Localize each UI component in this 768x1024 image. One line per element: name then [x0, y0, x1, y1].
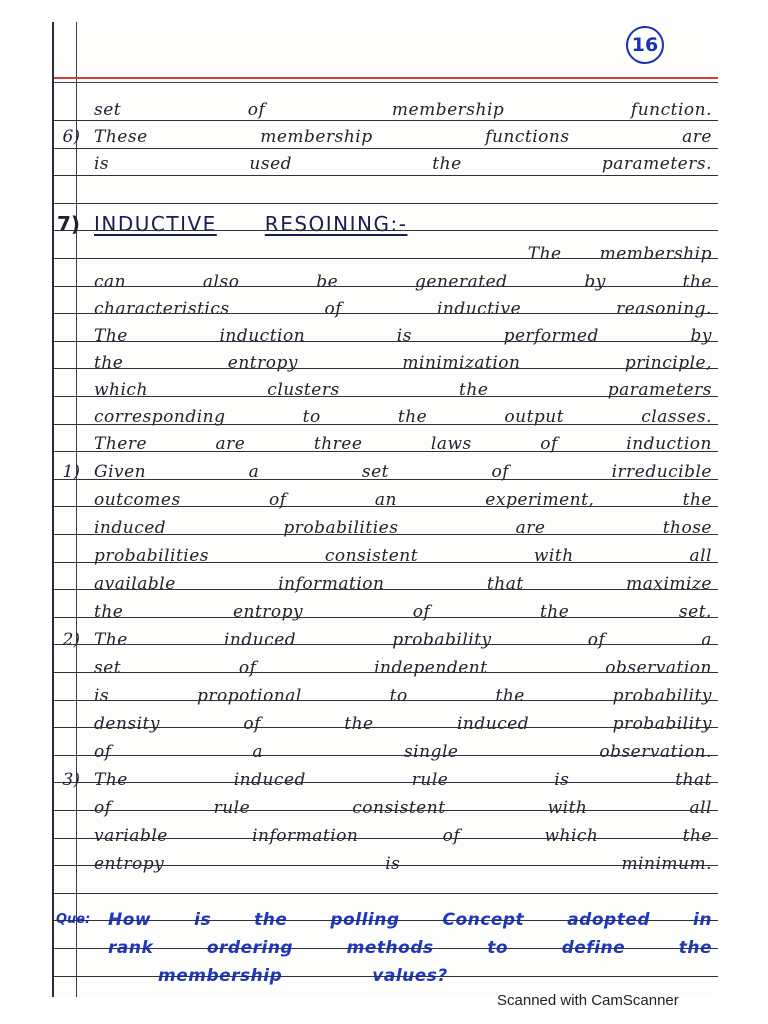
line-number: 1)	[62, 462, 80, 482]
word: generated	[415, 272, 508, 292]
word: entropy	[232, 602, 304, 622]
word: the	[539, 602, 570, 622]
word: the	[459, 380, 489, 400]
text-line	[54, 652, 718, 678]
word: the	[682, 826, 712, 846]
word: minimum.	[621, 854, 712, 874]
ruled-line	[54, 644, 718, 645]
line-text	[82, 742, 712, 762]
word: methods	[346, 938, 434, 958]
word: membership	[260, 127, 373, 147]
word: induced	[233, 770, 306, 790]
word: information	[278, 574, 385, 594]
line-text	[82, 546, 712, 566]
notebook-page	[52, 22, 718, 997]
word: probabilities	[283, 518, 399, 538]
word: the	[94, 602, 124, 622]
ruled-line	[54, 810, 718, 811]
word: of	[94, 742, 112, 762]
word: entropy	[227, 353, 298, 373]
word: The	[94, 630, 128, 650]
word: the	[432, 154, 462, 174]
word: available	[94, 574, 176, 594]
word: probabilities	[94, 546, 210, 566]
text-line	[54, 680, 718, 706]
line-text	[82, 854, 712, 874]
word: inductive	[436, 299, 522, 319]
word: is	[396, 326, 412, 346]
ruled-line	[54, 368, 718, 369]
text-line	[54, 848, 718, 874]
ruled-line	[54, 893, 718, 894]
word: membership	[599, 244, 712, 264]
word: maximize	[626, 574, 712, 594]
word: The	[94, 770, 128, 790]
text-line	[54, 94, 718, 120]
word: probability	[392, 630, 492, 650]
word: rule	[213, 798, 251, 818]
line-text	[82, 154, 712, 174]
word: the	[682, 490, 712, 510]
word: parameters.	[601, 154, 712, 174]
ruled-line	[54, 589, 718, 590]
text-line	[54, 568, 718, 594]
word: all	[689, 546, 712, 566]
line-text	[82, 630, 712, 650]
word: of	[540, 434, 558, 454]
word: are	[515, 518, 546, 538]
line-text	[82, 353, 712, 373]
word: define	[561, 938, 626, 958]
line-number: 6)	[62, 127, 80, 147]
word: Given	[94, 462, 147, 482]
ruled-line	[54, 617, 718, 618]
word: in	[693, 910, 712, 930]
word: RESOINING:-	[264, 212, 408, 236]
word: adopted	[567, 910, 651, 930]
word: which	[94, 380, 148, 400]
word: is	[385, 854, 401, 874]
word: of	[587, 630, 606, 650]
word: classes.	[641, 407, 712, 427]
word: is	[194, 910, 212, 930]
ruled-line	[54, 727, 718, 728]
ruled-line	[54, 230, 718, 231]
word: of	[324, 299, 343, 319]
word: membership	[158, 966, 283, 986]
word: single	[403, 742, 459, 762]
line-text	[82, 798, 712, 818]
word: experiment,	[485, 490, 595, 510]
word: to	[389, 686, 408, 706]
word: probability	[612, 686, 712, 706]
word: by	[690, 326, 712, 346]
header-red-rule	[54, 77, 718, 79]
ruled-line	[54, 203, 718, 204]
ruled-line	[54, 782, 718, 783]
word: corresponding	[94, 407, 226, 427]
ruled-line	[54, 258, 718, 259]
line-number: Que:	[56, 912, 91, 927]
text-line	[54, 121, 718, 147]
header-rule	[54, 82, 718, 83]
ruled-line	[54, 672, 718, 673]
word: of	[247, 100, 266, 120]
ruled-line	[54, 313, 718, 314]
word: induction	[219, 326, 306, 346]
word: be	[316, 272, 339, 292]
ruled-line	[54, 506, 718, 507]
text-line	[54, 596, 718, 622]
word: are	[215, 434, 246, 454]
word: variable	[94, 826, 168, 846]
word: an	[374, 490, 397, 510]
text-line	[54, 736, 718, 762]
ruled-line	[54, 865, 718, 866]
scanner-watermark: Scanned with CamScanner	[497, 992, 679, 1009]
word: There	[94, 434, 148, 454]
ruled-line	[54, 451, 718, 452]
word: is	[94, 686, 110, 706]
ruled-line	[54, 479, 718, 480]
ruled-line	[54, 120, 718, 121]
word: function.	[630, 100, 712, 120]
line-text	[82, 686, 712, 706]
word: reasoning.	[616, 299, 712, 319]
text-line	[54, 820, 718, 846]
text-line	[54, 347, 718, 373]
ruled-line	[54, 534, 718, 535]
line-text	[82, 770, 712, 790]
ruled-line	[54, 286, 718, 287]
text-line	[54, 238, 718, 264]
line-text	[82, 299, 712, 319]
word: The	[527, 244, 562, 264]
word: INDUCTIVE	[94, 212, 217, 236]
word: induced	[94, 518, 167, 538]
word: parameters	[607, 380, 712, 400]
word: is	[554, 770, 570, 790]
ruled-line	[54, 700, 718, 701]
line-text	[82, 490, 712, 510]
question-line	[54, 904, 718, 930]
question-line	[54, 960, 718, 986]
line-text	[82, 826, 712, 846]
word: with	[547, 798, 588, 818]
word: probability	[612, 714, 712, 734]
question-line	[54, 932, 718, 958]
text-line	[54, 764, 718, 790]
word: set	[361, 462, 389, 482]
line-text	[82, 100, 712, 120]
word: density	[94, 714, 160, 734]
word: those	[662, 518, 712, 538]
word: set	[94, 658, 122, 678]
line-number: 7)	[56, 212, 80, 236]
line-text	[82, 518, 712, 538]
word: Concept	[442, 910, 525, 930]
word: of	[442, 826, 461, 846]
line-text	[82, 658, 712, 678]
word: the	[254, 910, 288, 930]
line-text	[82, 272, 712, 292]
text-line	[54, 293, 718, 319]
ruled-line	[54, 976, 718, 977]
word: entropy	[94, 854, 165, 874]
text-line	[54, 708, 718, 734]
word: three	[313, 434, 363, 454]
ruled-line	[54, 920, 718, 921]
word: that	[486, 574, 524, 594]
word: that	[675, 770, 712, 790]
text-line	[54, 148, 718, 174]
word: set.	[678, 602, 712, 622]
ruled-line	[54, 341, 718, 342]
ruled-line	[54, 948, 718, 949]
word: induced	[223, 630, 297, 650]
word: principle,	[624, 353, 712, 373]
word: can	[94, 272, 127, 292]
word: propotional	[196, 686, 302, 706]
word: values?	[372, 966, 448, 986]
word: clusters	[267, 380, 340, 400]
ruled-line	[54, 148, 718, 149]
word: irreducible	[611, 462, 712, 482]
line-text	[82, 380, 712, 400]
line-text	[82, 574, 712, 594]
word: set	[94, 100, 122, 120]
word: all	[689, 798, 712, 818]
word: rule	[411, 770, 449, 790]
word: consistent	[324, 546, 419, 566]
word: of	[238, 658, 257, 678]
word: laws	[430, 434, 472, 454]
line-text	[82, 714, 712, 734]
ruled-line	[54, 562, 718, 563]
word: also	[202, 272, 240, 292]
word: rank	[108, 938, 154, 958]
word: which	[544, 826, 599, 846]
word: induced	[457, 714, 530, 734]
line-text	[82, 244, 712, 264]
word: a	[252, 742, 264, 762]
word: the	[495, 686, 525, 706]
line-text	[82, 602, 712, 622]
word: induction	[626, 434, 712, 454]
word: minimization	[402, 353, 521, 373]
word: of	[94, 798, 112, 818]
word: of	[491, 462, 510, 482]
ruled-line	[54, 838, 718, 839]
word: with	[533, 546, 574, 566]
line-number: 3)	[62, 770, 80, 790]
text-line	[54, 266, 718, 292]
word: of	[243, 714, 261, 734]
word: to	[302, 407, 321, 427]
line-number: 2)	[62, 630, 80, 650]
word: membership	[391, 100, 505, 120]
word: is	[94, 154, 110, 174]
word: are	[682, 127, 712, 147]
text-line	[54, 792, 718, 818]
word: a	[701, 630, 712, 650]
word: output	[504, 407, 565, 427]
word: How	[108, 910, 152, 930]
line-text	[82, 326, 712, 346]
word: of	[269, 490, 287, 510]
word: the	[397, 407, 428, 427]
word: observation	[605, 658, 712, 678]
word: by	[584, 272, 606, 292]
word: The	[94, 326, 128, 346]
word: These	[94, 127, 148, 147]
ruled-line	[54, 396, 718, 397]
word: the	[344, 714, 374, 734]
word: the	[94, 353, 124, 373]
word: ordering	[206, 938, 294, 958]
word: independent	[374, 658, 488, 678]
text-line	[54, 320, 718, 346]
word: to	[487, 938, 509, 958]
line-text	[82, 214, 712, 234]
word: the	[678, 938, 712, 958]
word: observation.	[599, 742, 712, 762]
word: used	[249, 154, 293, 174]
word: of	[412, 602, 431, 622]
word: information	[252, 826, 359, 846]
ruled-line	[54, 175, 718, 176]
word: a	[248, 462, 260, 482]
ruled-line	[54, 424, 718, 425]
word: consistent	[352, 798, 446, 818]
line-text	[82, 127, 712, 147]
ruled-line	[54, 755, 718, 756]
word: polling	[330, 910, 400, 930]
word: the	[682, 272, 712, 292]
word: functions	[485, 127, 570, 147]
word: performed	[503, 326, 599, 346]
text-line	[54, 624, 718, 650]
word: outcomes	[94, 490, 181, 510]
page-number: 16	[626, 26, 664, 64]
word: characteristics	[94, 299, 230, 319]
